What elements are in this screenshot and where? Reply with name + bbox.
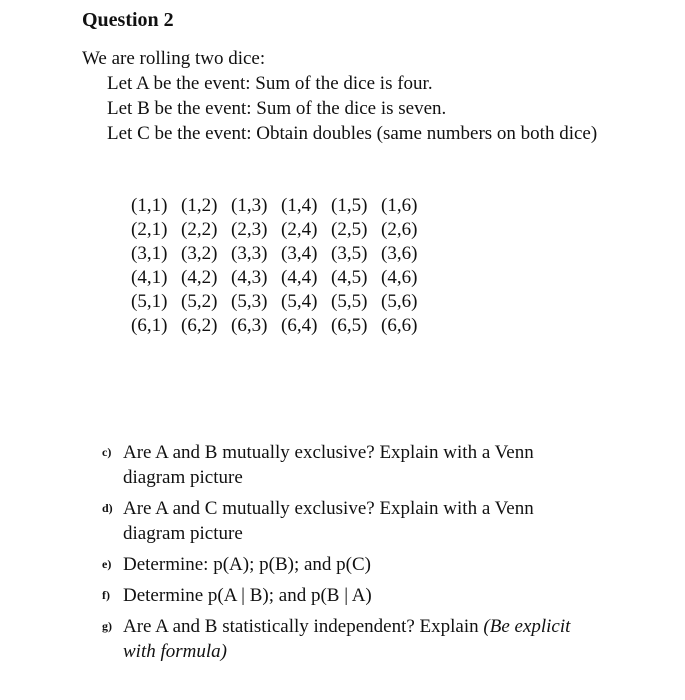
event-a-definition: Let A be the event: Sum of the dice is four. — [107, 73, 433, 94]
event-definitions — [107, 71, 607, 146]
grid-row — [131, 266, 431, 290]
grid-row — [131, 218, 431, 242]
event-b-definition: Let B be the event: Sum of the dice is seven. — [107, 98, 447, 119]
outcome-cell: (2,2) — [181, 219, 218, 240]
outcome-cell: (5,2) — [181, 291, 218, 312]
outcome-cell: (4,3) — [231, 267, 268, 288]
question-text: Are A and B mutually exclusive? Explain with a Venn diagram picture — [123, 442, 534, 488]
outcome-cell: (3,4) — [281, 243, 318, 264]
outcome-cell: (3,1) — [131, 243, 168, 264]
question-item-d — [102, 496, 582, 546]
outcome-cell: (2,5) — [331, 219, 368, 240]
outcome-cell: (3,6) — [381, 243, 418, 264]
outcome-cell: (6,3) — [231, 315, 268, 336]
outcome-cell: (4,2) — [181, 267, 218, 288]
outcome-cell: (5,6) — [381, 291, 418, 312]
question-item-f — [102, 583, 582, 608]
question-marker: d) — [102, 501, 113, 515]
outcome-cell: (2,4) — [281, 219, 318, 240]
event-c-definition: Let C be the event: Obtain doubles (same numbers on both dice) — [107, 123, 598, 144]
outcome-cell: (1,1) — [131, 195, 168, 216]
question-list — [102, 440, 582, 670]
intro-text: We are rolling two dice: — [82, 48, 266, 69]
outcome-cell: (4,1) — [131, 267, 168, 288]
question-text: Are A and B statistically independent? Explain — [123, 616, 484, 637]
question-marker: e) — [102, 557, 112, 571]
grid-row — [131, 194, 431, 218]
grid-row — [131, 242, 431, 266]
outcome-cell: (1,2) — [181, 195, 218, 216]
outcome-cell: (3,5) — [331, 243, 368, 264]
outcome-cell: (1,6) — [381, 195, 418, 216]
outcome-cell: (2,3) — [231, 219, 268, 240]
question-marker: g) — [102, 619, 112, 633]
outcome-cell: (5,1) — [131, 291, 168, 312]
outcome-cell: (3,3) — [231, 243, 268, 264]
question-title: Question 2 — [82, 9, 174, 31]
sample-space-grid — [131, 194, 431, 338]
question-item-c — [102, 440, 582, 490]
outcome-cell: (4,4) — [281, 267, 318, 288]
outcome-cell: (5,5) — [331, 291, 368, 312]
question-marker: c) — [102, 445, 112, 459]
outcome-cell: (2,6) — [381, 219, 418, 240]
question-item-e — [102, 552, 582, 577]
outcome-cell: (1,5) — [331, 195, 368, 216]
outcome-cell: (6,6) — [381, 315, 418, 336]
outcome-cell: (1,3) — [231, 195, 268, 216]
outcome-cell: (4,5) — [331, 267, 368, 288]
question-italic-note: (Be explicit with formula) — [123, 616, 571, 662]
question-text: Determine: p(A); p(B); and p(C) — [123, 554, 371, 575]
grid-row — [131, 314, 431, 338]
outcome-cell: (3,2) — [181, 243, 218, 264]
grid-row — [131, 290, 431, 314]
outcome-cell: (6,4) — [281, 315, 318, 336]
question-item-g — [102, 614, 582, 664]
outcome-cell: (5,3) — [231, 291, 268, 312]
outcome-cell: (5,4) — [281, 291, 318, 312]
outcome-cell: (6,2) — [181, 315, 218, 336]
question-marker: f) — [102, 588, 110, 602]
outcome-cell: (1,4) — [281, 195, 318, 216]
outcome-cell: (4,6) — [381, 267, 418, 288]
question-text: Are A and C mutually exclusive? Explain with a Venn diagram picture — [123, 498, 534, 544]
outcome-cell: (6,1) — [131, 315, 168, 336]
outcome-cell: (2,1) — [131, 219, 168, 240]
question-text: Determine p(A | B); and p(B | A) — [123, 585, 372, 606]
outcome-cell: (6,5) — [331, 315, 368, 336]
